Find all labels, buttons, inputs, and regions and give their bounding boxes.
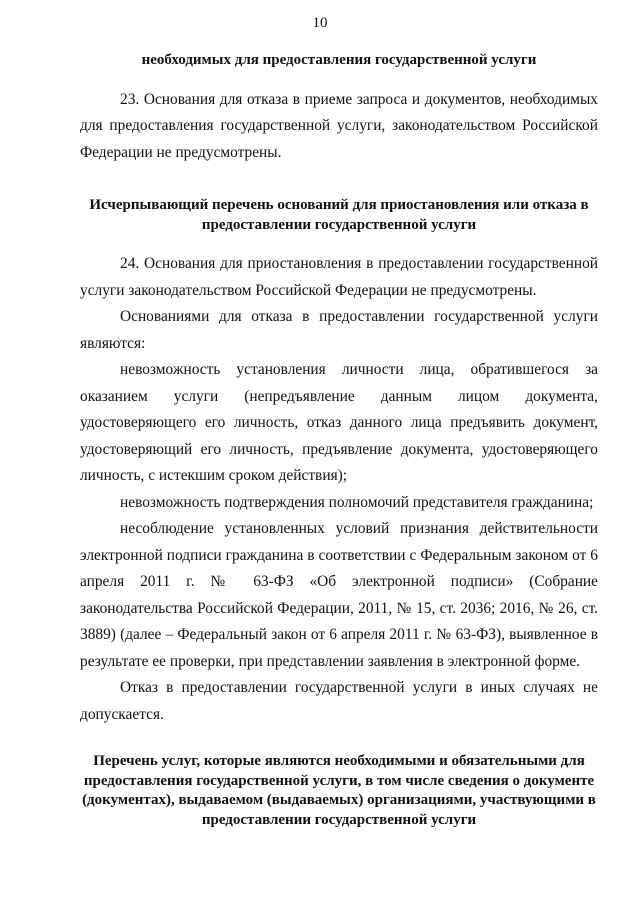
section-heading-grounds: Исчерпывающий перечень оснований для приостановления или отказа в предоставлении государственной услуги bbox=[89, 197, 589, 233]
section-heading-continued: необходимых для предоставления государственной услуги bbox=[141, 52, 537, 68]
paragraph-24: 24. Основания для приостановления в предоставлении государственной услуги законодательством Российской Федерации не предусмотрены. bbox=[80, 255, 598, 299]
section-heading-required-services: Перечень услуг, которые являются необходимыми и обязательными для предоставления государственной услуги, в том числе сведения о документе (документах), выдаваемом (выдаваемых) организациями, участвующими в предоставлении государственной услуги bbox=[82, 753, 596, 828]
paragraph-23: 23. Основания для отказа в приеме запроса и документов, необходимых для предоставления государственной услуги, законодательством Российской Федерации не предусмотрены. bbox=[80, 90, 598, 161]
paragraph-signature-ground: несоблюдение установленных условий признания действительности электронной подписи гражданина в соответствии с Федеральным законом от 6 апреля 2011 г. № 63-ФЗ «Об электронной подписи» (Собрание законодательства Российской Федерации, 2011, № 15, ст. 2036; 2016, № 26, ст. 3889) (далее – Федеральный закон от 6 апреля 2011 г. № 63-ФЗ), выявленное в результате ее проверки, при представлении заявления в электронной форме. bbox=[80, 520, 598, 670]
paragraph-refusal-grounds-intro: Основаниями для отказа в предоставлении государственной услуги являются: bbox=[80, 308, 598, 352]
paragraph-identity-ground: невозможность установления личности лица, обратившегося за оказанием услуги (непредъявление данным лицом документа, удостоверяющего его личность, отказ данного лица предъявить документ, удостоверяющий его личность, предъявление документа, удостоверяющего личность, с истекшим сроком действия); bbox=[80, 361, 598, 484]
paragraph-authority-ground: невозможность подтверждения полномочий представителя гражданина; bbox=[120, 493, 594, 511]
page-number: 10 bbox=[312, 15, 328, 31]
paragraph-other-cases: Отказ в предоставлении государственной услуги в иных случаях не допускается. bbox=[80, 679, 598, 723]
page-content bbox=[80, 51, 598, 830]
